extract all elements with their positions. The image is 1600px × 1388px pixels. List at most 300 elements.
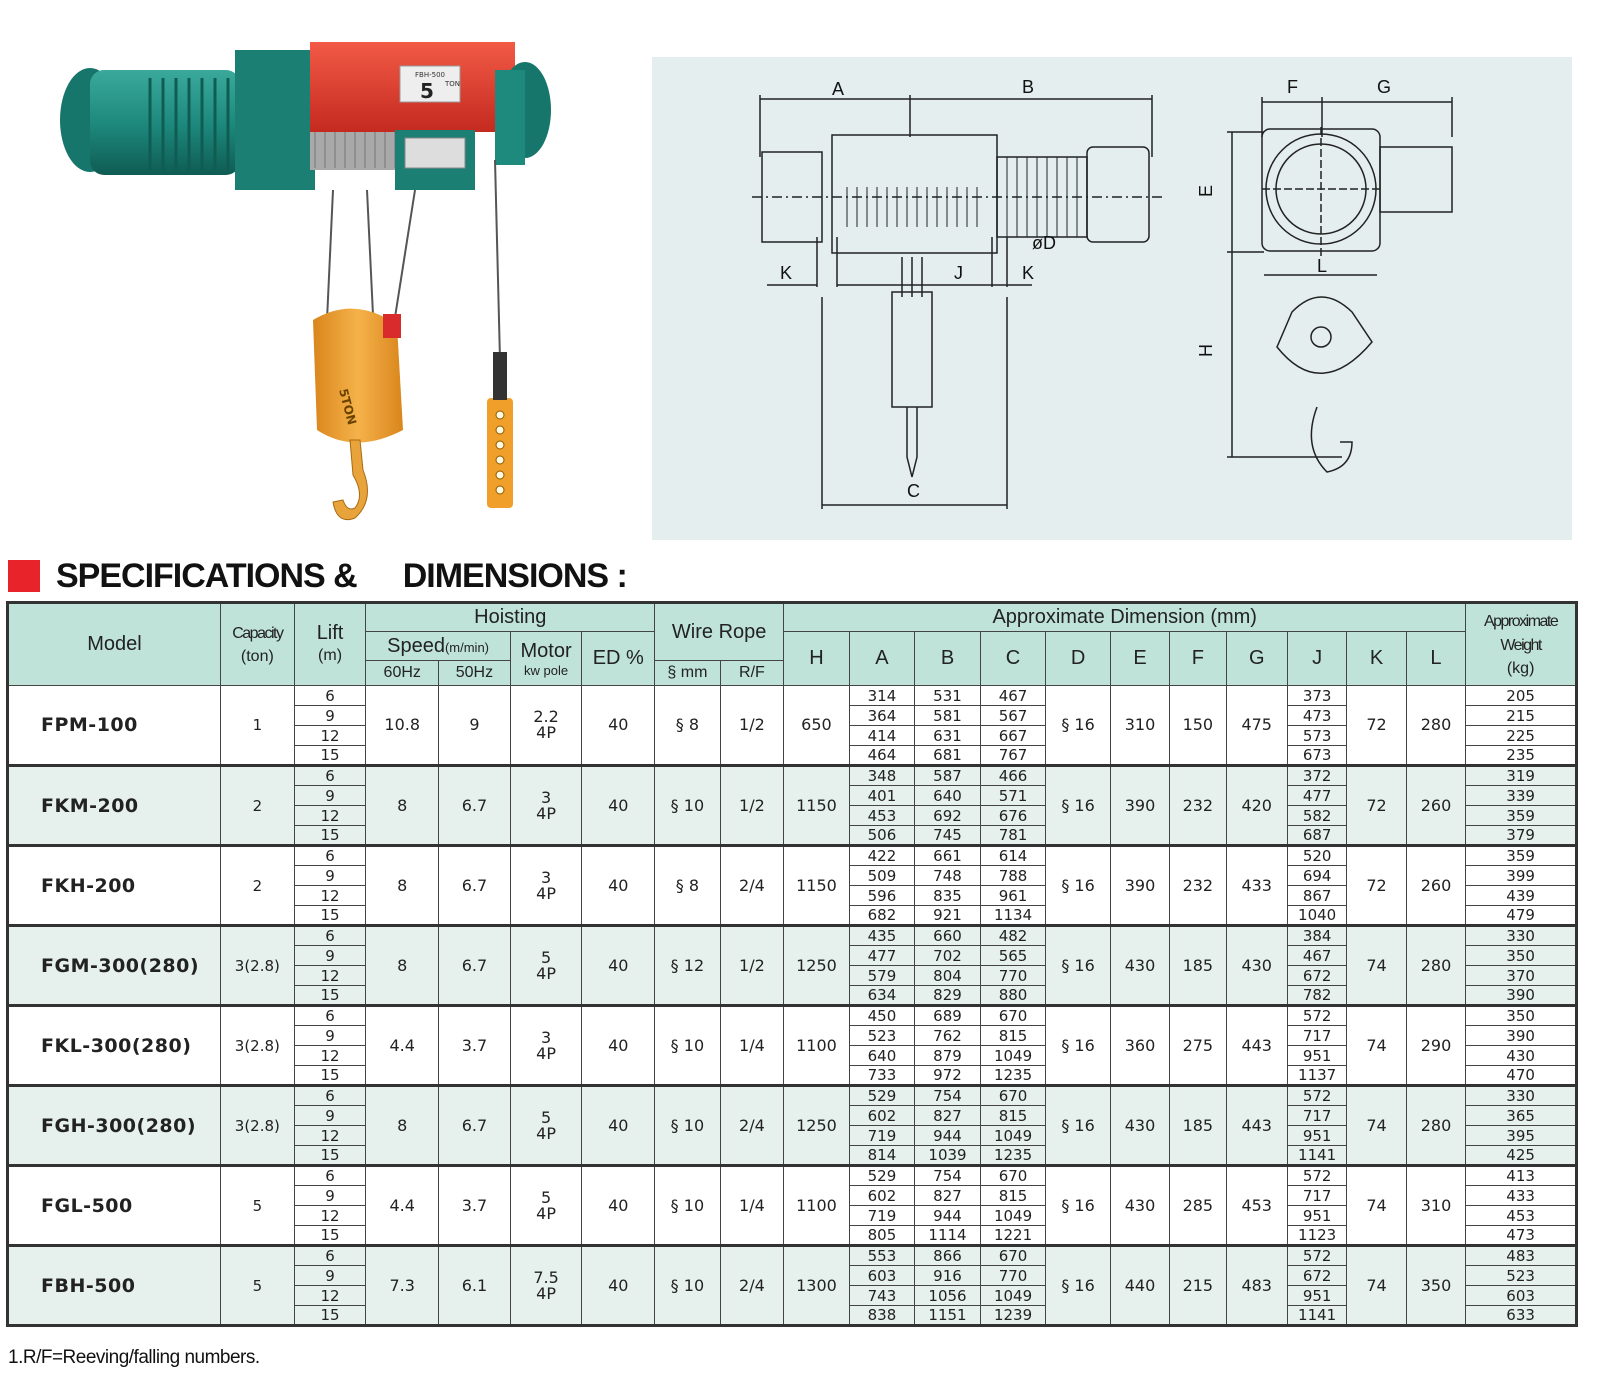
- lift-cell: 9: [294, 866, 366, 886]
- weight-cell: 433: [1466, 1186, 1577, 1206]
- dim-F-cell: 275: [1170, 1006, 1226, 1086]
- header-K: K: [1347, 632, 1406, 686]
- header-capacity-label: Capacity: [232, 624, 283, 642]
- dim-A-cell: 838: [849, 1306, 915, 1326]
- rope-rf-cell: 1/2: [720, 766, 784, 846]
- table-row: [8, 766, 1577, 786]
- dim-G-cell: 443: [1226, 1086, 1287, 1166]
- dim-D-cell: § 16: [1046, 766, 1111, 846]
- weight-cell: 523: [1466, 1266, 1577, 1286]
- dim-J-cell: 1141: [1287, 1306, 1346, 1326]
- speed-60hz-cell: 10.8: [366, 686, 439, 766]
- model-cell: FKL-300(280): [8, 1006, 221, 1086]
- dim-J-cell: 572: [1287, 1246, 1346, 1266]
- weight-cell: 603: [1466, 1286, 1577, 1306]
- dim-C-cell: 815: [980, 1106, 1046, 1126]
- footnote: 1.R/F=Reeving/falling numbers.: [8, 1347, 260, 1368]
- weight-cell: 633: [1466, 1306, 1577, 1326]
- header-capacity: [220, 603, 294, 686]
- weight-cell: 473: [1466, 1226, 1577, 1246]
- speed-60hz-cell: 8: [366, 926, 439, 1006]
- dim-C-cell: 667: [980, 726, 1046, 746]
- weight-cell: 359: [1466, 806, 1577, 826]
- speed-60hz-cell: 4.4: [366, 1006, 439, 1086]
- rope-mm-cell: § 8: [655, 846, 721, 926]
- ed-cell: 40: [582, 686, 655, 766]
- dim-A-cell: 509: [849, 866, 915, 886]
- dim-C-cell: 767: [980, 746, 1046, 766]
- model-cell: FGL-500: [8, 1166, 221, 1246]
- rope-rf-cell: 1/4: [720, 1006, 784, 1086]
- dim-G-cell: 433: [1226, 846, 1287, 926]
- capacity-cell: 1: [220, 686, 294, 766]
- dim-G-cell: 443: [1226, 1006, 1287, 1086]
- product-photo: [55, 30, 575, 540]
- header-weight-label-2: Weight: [1500, 636, 1541, 654]
- weight-cell: 350: [1466, 946, 1577, 966]
- dim-J-cell: 582: [1287, 806, 1346, 826]
- dim-D-cell: § 16: [1046, 846, 1111, 926]
- spec-table: [6, 601, 1578, 1327]
- dim-C-cell: 1049: [980, 1286, 1046, 1306]
- dim-J-cell: 1141: [1287, 1146, 1346, 1166]
- dim-B-cell: 748: [915, 866, 981, 886]
- weight-cell: 235: [1466, 746, 1577, 766]
- dim-L-cell: 260: [1406, 846, 1466, 926]
- label-G: G: [1377, 77, 1392, 97]
- dim-C-cell: 1235: [980, 1066, 1046, 1086]
- lift-cell: 9: [294, 946, 366, 966]
- lift-cell: 12: [294, 886, 366, 906]
- dim-A-cell: 477: [849, 946, 915, 966]
- rope-rf-cell: 1/4: [720, 1166, 784, 1246]
- dim-A-cell: 364: [849, 706, 915, 726]
- plate-model-text: FBH-500: [415, 71, 445, 79]
- dim-B-cell: 702: [915, 946, 981, 966]
- dim-B-cell: 587: [915, 766, 981, 786]
- dim-B-cell: 531: [915, 686, 981, 706]
- rope-rf-cell: 1/2: [720, 926, 784, 1006]
- header-50hz: 50Hz: [439, 661, 511, 686]
- dim-C-cell: 880: [980, 986, 1046, 1006]
- header-speed-unit: (m/min): [444, 639, 489, 655]
- dim-L-cell: 260: [1406, 766, 1466, 846]
- header-lift-unit: (m): [318, 647, 343, 664]
- header-speed-label: Speed: [387, 634, 445, 657]
- dim-B-cell: 921: [915, 906, 981, 926]
- dim-D-cell: § 16: [1046, 686, 1111, 766]
- dim-C-cell: 1239: [980, 1306, 1046, 1326]
- capacity-cell: 2: [220, 846, 294, 926]
- dim-C-cell: 1049: [980, 1126, 1046, 1146]
- plate-capacity-text: 5: [420, 79, 434, 103]
- dim-A-cell: 464: [849, 746, 915, 766]
- dim-A-cell: 422: [849, 846, 915, 866]
- dim-C-cell: 676: [980, 806, 1046, 826]
- dim-E-cell: 440: [1110, 1246, 1169, 1326]
- lift-cell: 6: [294, 1166, 366, 1186]
- dim-F-cell: 185: [1170, 1086, 1226, 1166]
- table-row: [8, 1166, 1577, 1186]
- model-cell: FPM-100: [8, 686, 221, 766]
- lift-cell: 12: [294, 1206, 366, 1226]
- header-capacity-unit: (ton): [240, 647, 274, 665]
- capacity-cell: 2: [220, 766, 294, 846]
- dim-C-cell: 565: [980, 946, 1046, 966]
- dim-A-cell: 523: [849, 1026, 915, 1046]
- table-row: [8, 846, 1577, 866]
- lift-cell: 12: [294, 1126, 366, 1146]
- dim-E-cell: 360: [1110, 1006, 1169, 1086]
- dim-J-cell: 951: [1287, 1046, 1346, 1066]
- header-L: L: [1406, 632, 1466, 686]
- dim-K-cell: 74: [1347, 926, 1406, 1006]
- model-cell: FKM-200: [8, 766, 221, 846]
- dim-J-cell: 672: [1287, 966, 1346, 986]
- model-cell: FBH-500: [8, 1246, 221, 1326]
- dim-J-cell: 384: [1287, 926, 1346, 946]
- dim-C-cell: 961: [980, 886, 1046, 906]
- dim-C-cell: 670: [980, 1086, 1046, 1106]
- dim-J-cell: 572: [1287, 1086, 1346, 1106]
- lift-cell: 6: [294, 1246, 366, 1266]
- speed-60hz-cell: 4.4: [366, 1166, 439, 1246]
- lift-cell: 15: [294, 826, 366, 846]
- header-A: A: [849, 632, 915, 686]
- dim-K-cell: 72: [1347, 846, 1406, 926]
- speed-50hz-cell: 6.7: [439, 846, 511, 926]
- header-E: E: [1110, 632, 1169, 686]
- dim-K-cell: 72: [1347, 686, 1406, 766]
- dim-G-cell: 453: [1226, 1166, 1287, 1246]
- dim-B-cell: 631: [915, 726, 981, 746]
- ed-cell: 40: [582, 1246, 655, 1326]
- dim-J-cell: 717: [1287, 1026, 1346, 1046]
- weight-cell: 439: [1466, 886, 1577, 906]
- dim-B-cell: 692: [915, 806, 981, 826]
- motor-cell: 5 4P: [510, 1166, 582, 1246]
- dim-B-cell: 835: [915, 886, 981, 906]
- dim-E-cell: 390: [1110, 766, 1169, 846]
- dim-J-cell: 687: [1287, 826, 1346, 846]
- hoist-photo-illustration: [55, 30, 575, 540]
- dim-D-cell: § 16: [1046, 926, 1111, 1006]
- header-H: H: [784, 632, 850, 686]
- dim-D-cell: § 16: [1046, 1246, 1111, 1326]
- dim-B-cell: 754: [915, 1086, 981, 1106]
- dim-H-cell: 1250: [784, 1086, 850, 1166]
- dim-B-cell: 827: [915, 1186, 981, 1206]
- dim-A-cell: 506: [849, 826, 915, 846]
- model-cell: FGM-300(280): [8, 926, 221, 1006]
- dim-A-cell: 529: [849, 1086, 915, 1106]
- dim-A-cell: 414: [849, 726, 915, 746]
- motor-cell: 7.5 4P: [510, 1246, 582, 1326]
- lift-cell: 9: [294, 1106, 366, 1126]
- dim-A-cell: 814: [849, 1146, 915, 1166]
- heading-part-2: DIMENSIONS :: [402, 556, 627, 595]
- dim-G-cell: 420: [1226, 766, 1287, 846]
- ed-cell: 40: [582, 1086, 655, 1166]
- rope-mm-cell: § 10: [655, 1246, 721, 1326]
- motor-cell: 5 4P: [510, 926, 582, 1006]
- label-D: øD: [1032, 233, 1056, 253]
- dim-B-cell: 1151: [915, 1306, 981, 1326]
- header-weight: [1466, 603, 1577, 686]
- weight-cell: 205: [1466, 686, 1577, 706]
- dim-B-cell: 681: [915, 746, 981, 766]
- header-60hz: 60Hz: [366, 661, 439, 686]
- dim-B-cell: 879: [915, 1046, 981, 1066]
- label-A: A: [832, 79, 845, 99]
- dim-E-cell: 430: [1110, 1166, 1169, 1246]
- dim-A-cell: 682: [849, 906, 915, 926]
- lift-cell: 12: [294, 1286, 366, 1306]
- header-B: B: [915, 632, 981, 686]
- lift-cell: 12: [294, 806, 366, 826]
- capacity-cell: 3(2.8): [220, 1006, 294, 1086]
- dim-A-cell: 553: [849, 1246, 915, 1266]
- lift-cell: 6: [294, 766, 366, 786]
- speed-50hz-cell: 6.1: [439, 1246, 511, 1326]
- dim-D-cell: § 16: [1046, 1166, 1111, 1246]
- dim-L-cell: 280: [1406, 686, 1466, 766]
- dim-B-cell: 866: [915, 1246, 981, 1266]
- capacity-cell: 5: [220, 1246, 294, 1326]
- dim-A-cell: 348: [849, 766, 915, 786]
- dim-A-cell: 603: [849, 1266, 915, 1286]
- lift-cell: 9: [294, 1026, 366, 1046]
- weight-cell: 390: [1466, 1026, 1577, 1046]
- dim-L-cell: 350: [1406, 1246, 1466, 1326]
- weight-cell: 425: [1466, 1146, 1577, 1166]
- header-wire-rope: Wire Rope: [655, 603, 784, 661]
- capacity-cell: 5: [220, 1166, 294, 1246]
- dim-B-cell: 829: [915, 986, 981, 1006]
- dim-A-cell: 579: [849, 966, 915, 986]
- weight-cell: 379: [1466, 826, 1577, 846]
- dim-H-cell: 1250: [784, 926, 850, 1006]
- dim-J-cell: 717: [1287, 1106, 1346, 1126]
- header-motor-unit: kw pole: [524, 662, 569, 678]
- dim-H-cell: 650: [784, 686, 850, 766]
- table-row: [8, 1246, 1577, 1266]
- ed-cell: 40: [582, 926, 655, 1006]
- dim-C-cell: 781: [980, 826, 1046, 846]
- motor-cell: 3 4P: [510, 766, 582, 846]
- dim-G-cell: 475: [1226, 686, 1287, 766]
- dim-A-cell: 719: [849, 1206, 915, 1226]
- weight-cell: 395: [1466, 1126, 1577, 1146]
- weight-cell: 483: [1466, 1246, 1577, 1266]
- dim-J-cell: 572: [1287, 1006, 1346, 1026]
- label-E: E: [1196, 184, 1216, 197]
- dim-L-cell: 290: [1406, 1006, 1466, 1086]
- header-J: J: [1287, 632, 1346, 686]
- dim-J-cell: 673: [1287, 746, 1346, 766]
- lift-cell: 9: [294, 1186, 366, 1206]
- rope-mm-cell: § 10: [655, 1166, 721, 1246]
- heading-part-1: SPECIFICATIONS &: [56, 556, 357, 595]
- label-K-left: K: [780, 263, 793, 283]
- dim-B-cell: 581: [915, 706, 981, 726]
- dim-A-cell: 314: [849, 686, 915, 706]
- table-row: [8, 1006, 1577, 1026]
- dim-J-cell: 867: [1287, 886, 1346, 906]
- dim-F-cell: 232: [1170, 846, 1226, 926]
- weight-cell: 470: [1466, 1066, 1577, 1086]
- weight-cell: 365: [1466, 1106, 1577, 1126]
- dim-B-cell: 660: [915, 926, 981, 946]
- rope-mm-cell: § 10: [655, 1086, 721, 1166]
- dim-J-cell: 951: [1287, 1206, 1346, 1226]
- dim-A-cell: 640: [849, 1046, 915, 1066]
- dim-C-cell: 1049: [980, 1206, 1046, 1226]
- lift-cell: 15: [294, 906, 366, 926]
- label-C: C: [907, 481, 920, 501]
- header-model: Model: [8, 603, 221, 686]
- header-rope-rf: R/F: [720, 661, 784, 686]
- weight-cell: 370: [1466, 966, 1577, 986]
- dim-B-cell: 944: [915, 1206, 981, 1226]
- weight-cell: 319: [1466, 766, 1577, 786]
- rope-mm-cell: § 12: [655, 926, 721, 1006]
- ed-cell: 40: [582, 846, 655, 926]
- dim-C-cell: 670: [980, 1246, 1046, 1266]
- lift-cell: 6: [294, 686, 366, 706]
- label-B: B: [1022, 77, 1035, 97]
- speed-60hz-cell: 8: [366, 846, 439, 926]
- weight-cell: 390: [1466, 986, 1577, 1006]
- lift-cell: 15: [294, 986, 366, 1006]
- ed-cell: 40: [582, 766, 655, 846]
- dim-F-cell: 185: [1170, 926, 1226, 1006]
- speed-60hz-cell: 7.3: [366, 1246, 439, 1326]
- weight-cell: 339: [1466, 786, 1577, 806]
- lift-cell: 9: [294, 706, 366, 726]
- model-cell: FKH-200: [8, 846, 221, 926]
- header-motor-label: Motor: [520, 639, 572, 662]
- dim-C-cell: 466: [980, 766, 1046, 786]
- weight-cell: 399: [1466, 866, 1577, 886]
- dim-B-cell: 1056: [915, 1286, 981, 1306]
- header-weight-unit: (kg): [1506, 659, 1535, 677]
- dim-F-cell: 215: [1170, 1246, 1226, 1326]
- dim-B-cell: 745: [915, 826, 981, 846]
- header-speed: [366, 632, 510, 661]
- speed-50hz-cell: 3.7: [439, 1166, 511, 1246]
- dim-E-cell: 310: [1110, 686, 1169, 766]
- dim-A-cell: 435: [849, 926, 915, 946]
- dim-A-cell: 602: [849, 1106, 915, 1126]
- dim-C-cell: 788: [980, 866, 1046, 886]
- header-motor: [510, 632, 582, 686]
- dim-J-cell: 672: [1287, 1266, 1346, 1286]
- dim-J-cell: 477: [1287, 786, 1346, 806]
- dim-B-cell: 640: [915, 786, 981, 806]
- weight-cell: 453: [1466, 1206, 1577, 1226]
- label-L: L: [1317, 256, 1328, 276]
- dimension-drawing-svg: [652, 57, 1572, 540]
- dim-K-cell: 74: [1347, 1086, 1406, 1166]
- heading-marker: [8, 560, 40, 592]
- dim-A-cell: 634: [849, 986, 915, 1006]
- dim-K-cell: 74: [1347, 1006, 1406, 1086]
- dim-A-cell: 401: [849, 786, 915, 806]
- dim-L-cell: 310: [1406, 1166, 1466, 1246]
- dim-C-cell: 1134: [980, 906, 1046, 926]
- motor-cell: 2.2 4P: [510, 686, 582, 766]
- speed-50hz-cell: 6.7: [439, 926, 511, 1006]
- dim-A-cell: 602: [849, 1186, 915, 1206]
- rope-rf-cell: 2/4: [720, 1086, 784, 1166]
- dim-A-cell: 719: [849, 1126, 915, 1146]
- dim-B-cell: 762: [915, 1026, 981, 1046]
- dim-J-cell: 951: [1287, 1286, 1346, 1306]
- rope-mm-cell: § 10: [655, 1006, 721, 1086]
- spec-table-body: [8, 686, 1577, 1326]
- dim-A-cell: 733: [849, 1066, 915, 1086]
- lift-cell: 15: [294, 746, 366, 766]
- header-D: D: [1046, 632, 1111, 686]
- header-lift: [294, 603, 366, 686]
- motor-cell: 3 4P: [510, 1006, 582, 1086]
- dim-C-cell: 614: [980, 846, 1046, 866]
- dim-H-cell: 1150: [784, 846, 850, 926]
- capacity-cell: 3(2.8): [220, 1086, 294, 1166]
- dim-K-cell: 74: [1347, 1166, 1406, 1246]
- dim-C-cell: 571: [980, 786, 1046, 806]
- weight-cell: 413: [1466, 1166, 1577, 1186]
- dim-C-cell: 815: [980, 1186, 1046, 1206]
- dim-B-cell: 827: [915, 1106, 981, 1126]
- dim-H-cell: 1100: [784, 1166, 850, 1246]
- dim-C-cell: 482: [980, 926, 1046, 946]
- dim-A-cell: 529: [849, 1166, 915, 1186]
- dim-B-cell: 661: [915, 846, 981, 866]
- dim-J-cell: 573: [1287, 726, 1346, 746]
- weight-cell: 359: [1466, 846, 1577, 866]
- dim-J-cell: 1123: [1287, 1226, 1346, 1246]
- dim-F-cell: 285: [1170, 1166, 1226, 1246]
- dim-C-cell: 1049: [980, 1046, 1046, 1066]
- dim-J-cell: 694: [1287, 866, 1346, 886]
- weight-cell: 330: [1466, 926, 1577, 946]
- header-weight-label: Approximate: [1483, 612, 1558, 630]
- dim-H-cell: 1150: [784, 766, 850, 846]
- dimension-drawing: [652, 57, 1572, 540]
- header-hoisting: Hoisting: [366, 603, 655, 632]
- weight-cell: 225: [1466, 726, 1577, 746]
- weight-cell: 330: [1466, 1086, 1577, 1106]
- dim-J-cell: 473: [1287, 706, 1346, 726]
- dim-G-cell: 430: [1226, 926, 1287, 1006]
- lift-cell: 12: [294, 1046, 366, 1066]
- hook-block-text: 5TON: [336, 387, 360, 427]
- rope-rf-cell: 2/4: [720, 846, 784, 926]
- dim-E-cell: 430: [1110, 1086, 1169, 1166]
- dim-B-cell: 804: [915, 966, 981, 986]
- lift-cell: 6: [294, 1086, 366, 1106]
- dim-B-cell: 944: [915, 1126, 981, 1146]
- lift-cell: 6: [294, 1006, 366, 1026]
- dim-J-cell: 373: [1287, 686, 1346, 706]
- weight-cell: 479: [1466, 906, 1577, 926]
- dim-A-cell: 450: [849, 1006, 915, 1026]
- speed-50hz-cell: 9: [439, 686, 511, 766]
- dim-D-cell: § 16: [1046, 1086, 1111, 1166]
- dim-J-cell: 951: [1287, 1126, 1346, 1146]
